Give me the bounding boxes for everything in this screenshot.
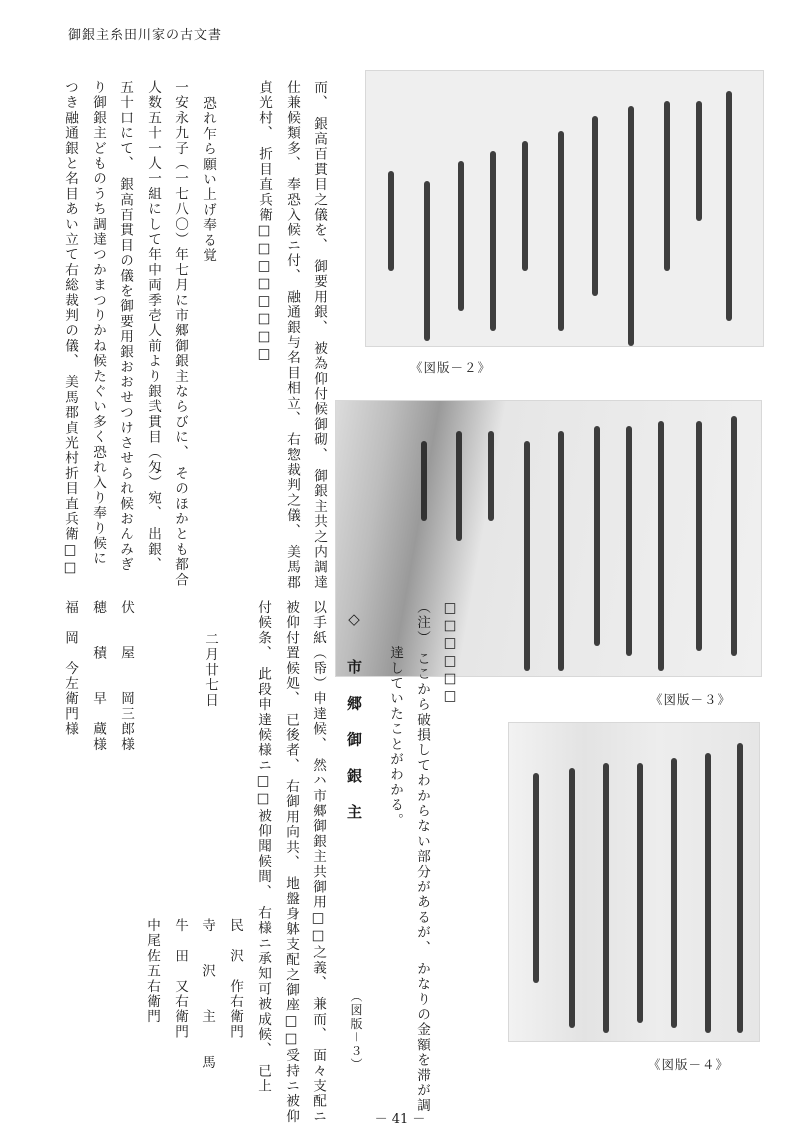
sender-4: 中尾佐五右衛門	[144, 918, 160, 1025]
letter-col-3: 付候条、 此段申達候様ニ□□被仰聞候間、 右様ニ承知可被成候、 已上	[255, 600, 271, 1094]
note-col-1: （注） ここから破損してわからない部分があるが、 かなりの金額を滞が調	[414, 600, 430, 1114]
running-title: 御銀主糸田川家の古文書	[68, 28, 223, 43]
right-text-col-3: 貞光村、 折目直兵衛□□□□□□□□	[256, 80, 272, 364]
addressee-2: 穂 積 早 蔵様	[90, 600, 106, 752]
translation-col-1: 一安永九子（一七八〇）年七月に市郷御銀主ならびに、 そのほかとも都合	[172, 80, 188, 588]
section-heading: ◇ 市 郷 御 銀 主	[345, 610, 363, 827]
boxes-line: □□□□□□	[442, 600, 458, 706]
translation-col-5: つき融通銀と名目あい立て右総裁判の儀、 美馬郡貞光村折目直兵衛□□	[62, 80, 78, 578]
sender-2: 寺 沢 主 馬	[199, 918, 215, 1070]
letter-col-2: 被仰付置候処、 已後者、 右御用向共、 地盤身躰支配之御座□□受持ニ被仰	[283, 600, 299, 1125]
plate-3-caption: 《図版－３》	[650, 692, 732, 707]
right-text-col-1: 而、 銀高百貫目之儀を、 御要用銀、 被為仰付候御砌、 御銀主共之内調達	[311, 80, 327, 591]
addressee-3: 福 岡 今左衛門様	[62, 600, 78, 737]
plate-4-image	[508, 722, 760, 1042]
addressee-1: 伏 屋 岡三郎様	[118, 600, 134, 752]
plate-2-image	[365, 70, 764, 347]
plate-3-reference: （図版－３）	[349, 990, 363, 1072]
page-number: － 41 －	[374, 1112, 426, 1127]
translation-col-2: 人数五十一人一組にして年中両季壱人前より銀弐貫目（匁）宛、 出銀、	[145, 80, 161, 573]
plate-4-caption: 《図版－４》	[648, 1057, 730, 1072]
letter-col-1: 以手紙（帋）申達候、 然ハ市郷御銀主共御用□□之義、 兼而、 面々支配ニ	[310, 600, 326, 1125]
translation-col-3: 五十口にて、 銀高百貫目の儀を御要用銀おおせつけさせられ候おんみぎ	[117, 80, 133, 573]
translation-title: 恐れ乍ら願い上げ奉る覚	[200, 96, 216, 264]
translation-col-4: り御銀主どものうち調達つかまつりかね候たぐい多く恐れ入り奉り候に	[90, 80, 106, 567]
sender-1: 民 沢 作右衛門	[227, 918, 243, 1040]
letter-date: 二月廿七日	[202, 632, 218, 708]
right-text-col-2: 仕兼候類多、 奉恐入候ニ付、 融通銀与名目相立、 右惣裁判之儀、 美馬郡	[284, 80, 300, 591]
note-col-2: 達していたことがわかる。	[387, 600, 403, 828]
sender-3: 牛 田 又右衛門	[172, 918, 188, 1040]
plate-2-caption: 《図版－２》	[410, 360, 492, 375]
